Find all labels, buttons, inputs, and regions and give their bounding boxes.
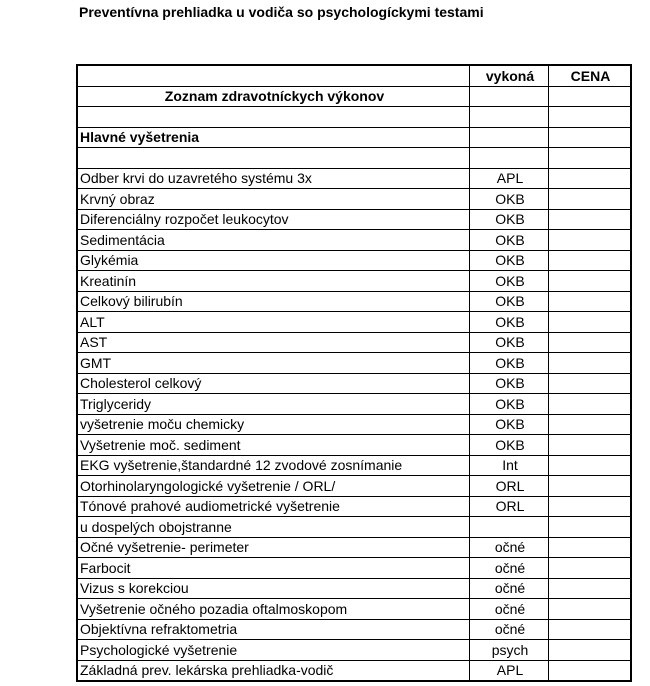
- table-row: [77, 332, 631, 353]
- table-row: [77, 209, 631, 230]
- service-cena-cell: [549, 619, 632, 640]
- document-title: Preventívna prehliadka u vodiča so psychologíckymi testami: [79, 4, 484, 20]
- service-name-cell: Objektívna refraktometria: [77, 619, 470, 640]
- service-name-cell: vyšetrenie moču chemicky: [77, 414, 470, 435]
- service-name-cell: AST: [77, 332, 470, 353]
- table-row: [77, 619, 631, 640]
- header-name-cell: [77, 65, 470, 86]
- table-row: [77, 455, 631, 476]
- service-vykona-cell: OKB: [470, 312, 549, 333]
- table-row: [77, 271, 631, 292]
- service-vykona-cell: OKB: [470, 230, 549, 251]
- service-cena-cell: [549, 414, 632, 435]
- service-vykona-cell: OKB: [470, 373, 549, 394]
- empty-cell: [470, 127, 549, 148]
- service-vykona-cell: ORL: [470, 476, 549, 497]
- table-row: [77, 414, 631, 435]
- service-vykona-cell: ORL: [470, 496, 549, 517]
- spacer-row: [77, 148, 631, 169]
- empty-cell: [549, 86, 632, 107]
- header-cena-cell: CENA: [549, 65, 632, 86]
- service-cena-cell: [549, 660, 632, 681]
- table-row: [77, 537, 631, 558]
- service-vykona-cell: OKB: [470, 271, 549, 292]
- service-vykona-cell: psych: [470, 640, 549, 661]
- service-vykona-cell: OKB: [470, 353, 549, 374]
- section-title-row: [77, 127, 631, 148]
- service-cena-cell: [549, 537, 632, 558]
- service-cena-cell: [549, 558, 632, 579]
- service-vykona-cell: očné: [470, 537, 549, 558]
- service-vykona-cell: očné: [470, 578, 549, 599]
- service-name-cell: Otorhinolaryngologické vyšetrenie / ORL/: [77, 476, 470, 497]
- section-title-cell: Hlavné vyšetrenia: [77, 127, 470, 148]
- service-name-cell: Očné vyšetrenie- perimeter: [77, 537, 470, 558]
- service-cena-cell: [549, 209, 632, 230]
- table-row: [77, 558, 631, 579]
- empty-cell: [470, 86, 549, 107]
- table-header-row: [77, 65, 631, 86]
- service-cena-cell: [549, 496, 632, 517]
- service-cena-cell: [549, 189, 632, 210]
- table-row: [77, 599, 631, 620]
- service-cena-cell: [549, 455, 632, 476]
- service-cena-cell: [549, 291, 632, 312]
- table-row: [77, 291, 631, 312]
- table-row: [77, 435, 631, 456]
- service-vykona-cell: OKB: [470, 414, 549, 435]
- table-row: [77, 476, 631, 497]
- table-row: [77, 578, 631, 599]
- empty-cell: [77, 107, 470, 128]
- service-cena-cell: [549, 640, 632, 661]
- table-row: [77, 230, 631, 251]
- service-vykona-cell: OKB: [470, 291, 549, 312]
- empty-cell: [549, 127, 632, 148]
- service-vykona-cell: OKB: [470, 332, 549, 353]
- service-cena-cell: [549, 435, 632, 456]
- table-row: [77, 353, 631, 374]
- service-cena-cell: [549, 230, 632, 251]
- service-name-cell: Psychologické vyšetrenie: [77, 640, 470, 661]
- empty-cell: [549, 107, 632, 128]
- service-cena-cell: [549, 312, 632, 333]
- table-row: [77, 168, 631, 189]
- service-vykona-cell: očné: [470, 619, 549, 640]
- service-vykona-cell: OKB: [470, 189, 549, 210]
- service-name-cell: Kreatinín: [77, 271, 470, 292]
- service-vykona-cell: Int: [470, 455, 549, 476]
- service-name-cell: Krvný obraz: [77, 189, 470, 210]
- header-vykona-cell: vykoná: [470, 65, 549, 86]
- service-vykona-cell: [470, 517, 549, 538]
- service-name-cell: Tónové prahové audiometrické vyšetrenie: [77, 496, 470, 517]
- service-name-cell: Celkový bilirubín: [77, 291, 470, 312]
- service-name-cell: EKG vyšetrenie,štandardné 12 zvodové zosnímanie: [77, 455, 470, 476]
- service-vykona-cell: očné: [470, 599, 549, 620]
- service-name-cell: Základná prev. lekárska prehliadka-vodič: [77, 660, 470, 681]
- service-vykona-cell: APL: [470, 168, 549, 189]
- service-name-cell: GMT: [77, 353, 470, 374]
- service-vykona-cell: OKB: [470, 394, 549, 415]
- empty-cell: [549, 148, 632, 169]
- list-title-row: [77, 86, 631, 107]
- service-cena-cell: [549, 271, 632, 292]
- table-row: [77, 312, 631, 333]
- table-row: [77, 660, 631, 681]
- service-name-cell: Triglyceridy: [77, 394, 470, 415]
- table-row: [77, 189, 631, 210]
- service-name-cell: Vyšetrenie očného pozadia oftalmoskopom: [77, 599, 470, 620]
- service-name-cell: Vyšetrenie moč. sediment: [77, 435, 470, 456]
- service-vykona-cell: OKB: [470, 209, 549, 230]
- table-row: [77, 250, 631, 271]
- spacer-row: [77, 107, 631, 128]
- empty-cell: [77, 148, 470, 169]
- service-cena-cell: [549, 476, 632, 497]
- service-name-cell: Vizus s korekciou: [77, 578, 470, 599]
- service-cena-cell: [549, 168, 632, 189]
- service-cena-cell: [549, 517, 632, 538]
- service-name-cell: Glykémia: [77, 250, 470, 271]
- service-name-cell: Farbocit: [77, 558, 470, 579]
- service-cena-cell: [549, 332, 632, 353]
- empty-cell: [470, 107, 549, 128]
- table-row: [77, 394, 631, 415]
- table-row: [77, 517, 631, 538]
- service-vykona-cell: očné: [470, 558, 549, 579]
- service-name-cell: u dospelých obojstranne: [77, 517, 470, 538]
- list-title-cell: Zoznam zdravotníckych výkonov: [77, 86, 470, 107]
- service-vykona-cell: APL: [470, 660, 549, 681]
- table-row: [77, 640, 631, 661]
- service-cena-cell: [549, 599, 632, 620]
- service-name-cell: Diferenciálny rozpočet leukocytov: [77, 209, 470, 230]
- service-name-cell: Odber krvi do uzavretého systému 3x: [77, 168, 470, 189]
- service-cena-cell: [549, 373, 632, 394]
- service-vykona-cell: OKB: [470, 435, 549, 456]
- service-cena-cell: [549, 353, 632, 374]
- service-cena-cell: [549, 394, 632, 415]
- service-cena-cell: [549, 578, 632, 599]
- service-cena-cell: [549, 250, 632, 271]
- service-name-cell: Cholesterol celkový: [77, 373, 470, 394]
- empty-cell: [470, 148, 549, 169]
- service-vykona-cell: OKB: [470, 250, 549, 271]
- service-name-cell: ALT: [77, 312, 470, 333]
- table-row: [77, 496, 631, 517]
- service-name-cell: Sedimentácia: [77, 230, 470, 251]
- services-price-table: [76, 64, 632, 682]
- table-row: [77, 373, 631, 394]
